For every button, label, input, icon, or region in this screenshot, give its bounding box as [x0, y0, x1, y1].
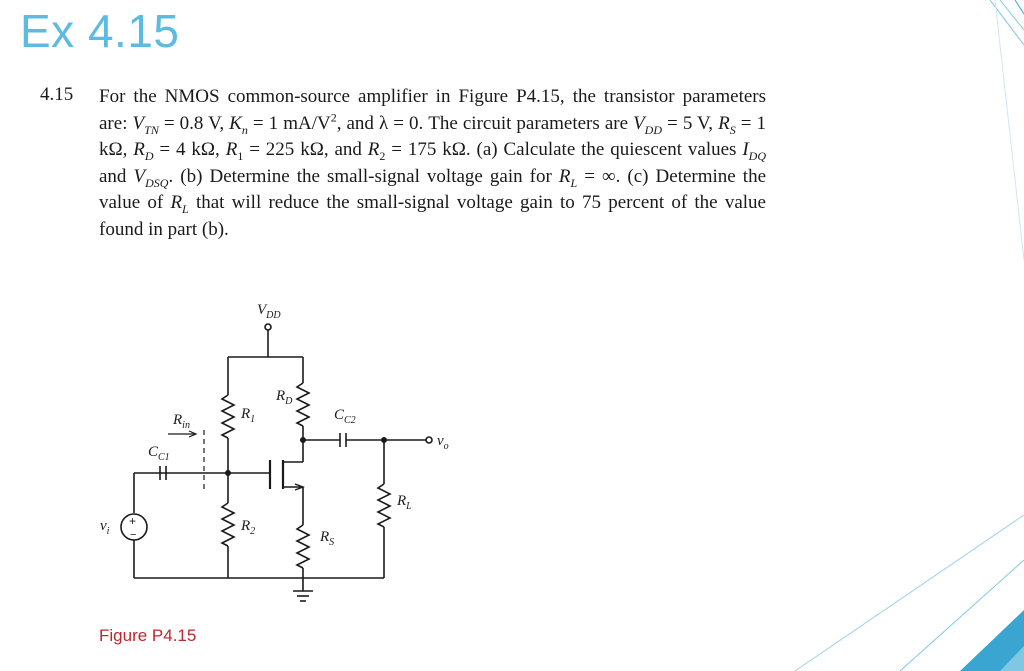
vo-terminal: [426, 437, 432, 443]
vdd-terminal: [265, 324, 271, 330]
rin-label: $R_{in}$: [173, 412, 190, 431]
cc1-label: $C_{C1}$: [148, 444, 170, 463]
problem-statement: [40, 84, 766, 262]
r1-label: $R_1$: [241, 406, 256, 425]
rd-resistor: [297, 383, 309, 426]
problem-text: For the NMOS common-source amplifier in Figure P4.15, the transistor parameters are: $V_{TN} = 0.8$ V, $K_n = 1$ $mA/V^2$, and λ = 0. The circuit parameters are $V_{DD} = 5$ V, $R_S = 1$ kΩ, $R_D = 4$ kΩ, $R_1 = 225$ kΩ, and $R_2 = 175$ kΩ. (a) Calculate the quiescent values $I_{DQ}$ and $V_{DSQ}$. (b) Determine the small-signal voltage gain for $R_L$ = ∞. (c) Determine the value of $R_L$ that will reduce the small-signal voltage gain to 75 percent of the value found in part (b).: [99, 86, 767, 240]
r2-label: $R_2$: [241, 518, 256, 537]
vi-minus-sign: −: [130, 529, 137, 541]
rs-label: $R_S$: [320, 529, 335, 548]
figure-caption: Figure P4.15: [99, 626, 197, 645]
rl-label: $R_L$: [397, 493, 412, 512]
r1-resistor: [222, 395, 234, 438]
rd-label: $R_D$: [276, 388, 293, 407]
rl-resistor: [378, 484, 390, 527]
vi-label: $v_i$: [100, 518, 110, 537]
circuit-schematic: [80, 288, 500, 618]
cc2-label: $C_{C2}$: [334, 407, 356, 426]
problem-number: 4.15: [40, 84, 74, 105]
vi-plus-sign: +: [129, 514, 137, 528]
vo-label: $v_o$: [437, 433, 449, 452]
slide-title: Ex 4.15: [20, 5, 180, 57]
rs-resistor: [297, 525, 309, 568]
r2-resistor: [222, 503, 234, 546]
vdd-label: $V_{DD}$: [257, 302, 281, 321]
gate-node: [226, 471, 230, 475]
